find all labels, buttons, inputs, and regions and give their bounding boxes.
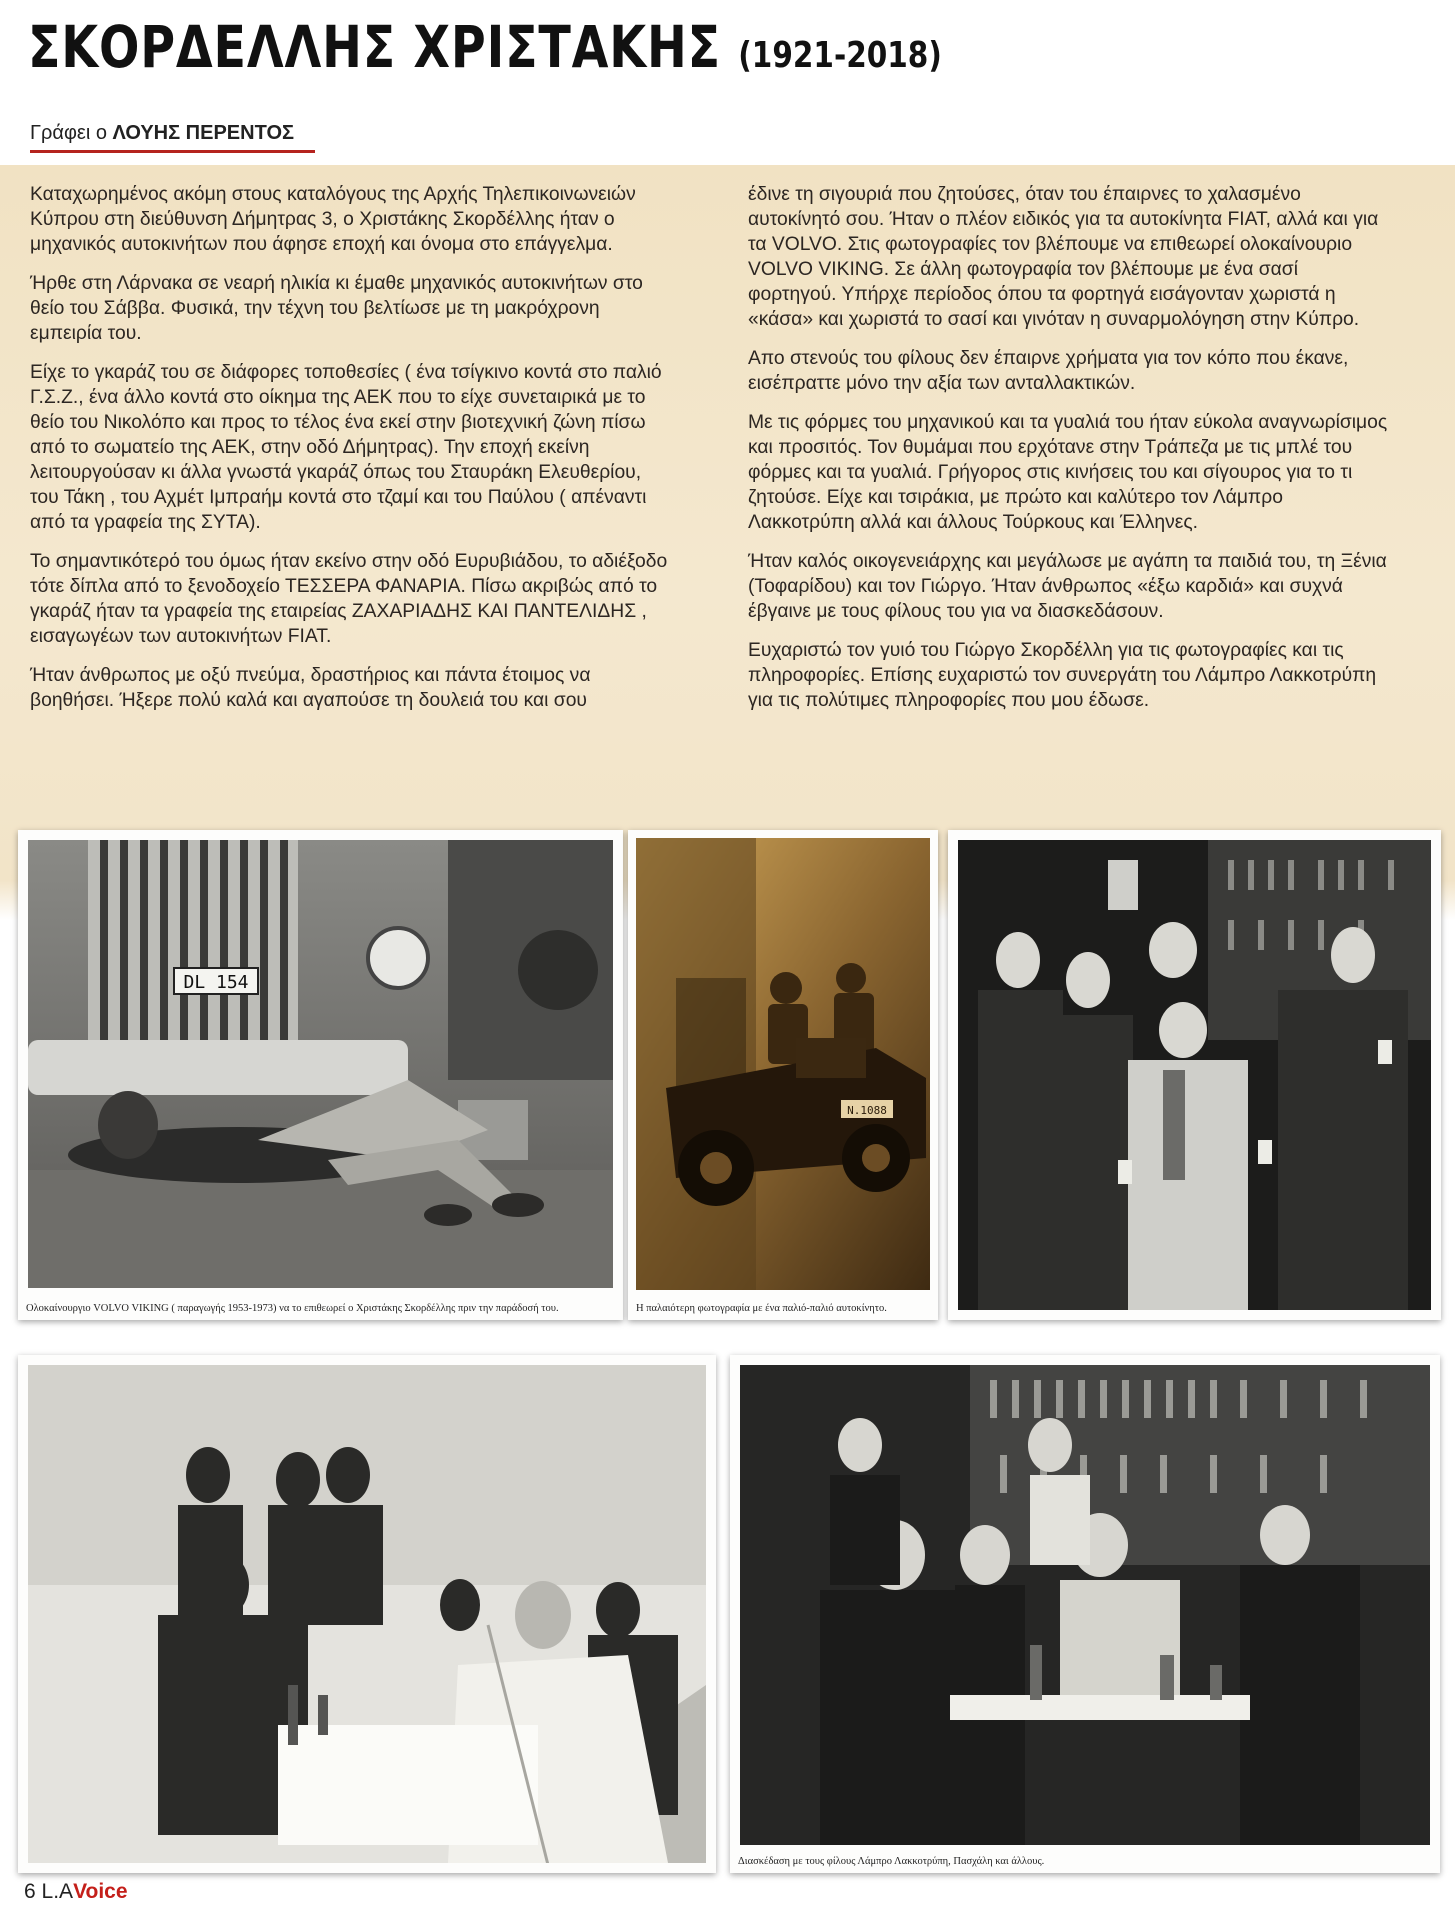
title-years: (1921-2018)	[738, 35, 942, 76]
page-footer	[24, 1880, 128, 1904]
photo-bar-group	[948, 830, 1441, 1320]
license-plate-text: DL 154	[183, 972, 249, 993]
paragraph: Ήρθε στη Λάρνακα σε νεαρή ηλικία κι έμαθε μηχανικός αυτοκινήτων στο θείο του Σάββα. Φυσικά, την τέχνη του βελτίωσε με τη μακρόχρονη εμπειρία του.	[30, 273, 643, 344]
article-title	[28, 13, 942, 81]
photo-old-car-image	[636, 838, 930, 1290]
author-name: ΛΟΥΗΣ ΠΕΡΕΝΤΟΣ	[112, 122, 294, 144]
page-number: 6	[24, 1880, 36, 1903]
photo-party	[730, 1355, 1440, 1873]
photo-party-image	[740, 1365, 1430, 1845]
byline-prefix: Γράφει ο	[30, 122, 107, 144]
paragraph: έδινε τη σιγουριά που ζητούσες, όταν του έπαιρνες το χαλασμένο αυτοκίνητό σου. Ήταν ο πλέον ειδικός για τα αυτοκίνητα FIAT, αλλά και για τα VOLVO. Στις φωτογραφίες τον βλέπουμε να επιθεωρεί ολοκαίνουριο VOLVO VIKING. Σε άλλη φωτογραφία τον βλέπουμε με ένα σασί φορτηγού. Υπήρχε περίοδος όπου τα φορτηγά εισάγονταν χωριστά η «κάσα» και χωριστά το σασί και γινόταν η συναρμολόγηση στην Κύπρο.	[748, 184, 1379, 330]
right-text-column	[748, 182, 1388, 727]
left-text-column	[30, 182, 670, 727]
magazine-brand: Voice	[73, 1880, 128, 1903]
photo-table-group-image	[28, 1365, 706, 1863]
paragraph: Καταχωρημένος ακόμη στους καταλόγους της Αρχής Τηλεπικοινωνειών Κύπρου στη διεύθυνση Δήμητρας 3, ο Χριστάκης Σκορδέλλης ήταν ο μηχανικός αυτοκινήτων που άφησε εποχή και όνομα στο επάγγελμα.	[30, 184, 636, 255]
photo-volvo-inspection	[18, 830, 623, 1320]
photo-bar-group-image	[958, 840, 1431, 1310]
paragraph: Με τις φόρμες του μηχανικού και τα γυαλιά του ήταν εύκολα αναγνωρίσιμος και προσιτός. Τον θυμάμαι που ερχότανε στην Τράπεζα με τις μπλέ του φόρμες και τα γυαλιά. Γρήγορος στις κινήσεις του και σίγουρος για το τι ζητούσε. Είχε και τσιράκια, με πρώτο και καλύτερο τον Λάμπρο Λακκοτρύπη αλλά και άλλους Τούρκους και Έλληνες.	[748, 412, 1388, 533]
photo-volvo-image	[28, 840, 613, 1288]
byline	[30, 122, 294, 145]
paragraph: Απο στενούς του φίλους δεν έπαιρνε χρήματα για τον κόπο που έκανε, εισέπραττε μόνο την αξία των ανταλλακτικών.	[748, 348, 1349, 394]
paragraph: Ήταν καλός οικογενειάρχης και μεγάλωσε με αγάπη τα παιδιά του, τη Ξένια (Τοφαρίδου) και τον Γιώργο. Ήταν άνθρωπος «έξω καρδιά» και συχνά έβγαινε με τους φίλους του για να διασκεδάσουν.	[748, 551, 1387, 622]
old-car-plate-text: Ν.1088	[847, 1104, 887, 1117]
magazine-prefix: L.A	[41, 1880, 74, 1903]
byline-underline	[30, 150, 315, 153]
photo-table-group	[18, 1355, 716, 1873]
photo-party-caption: Διασκέδαση με τους φίλους Λάμπρο Λακκοτρύπη, Πασχάλη και άλλους.	[738, 1856, 1045, 1867]
photo-volvo-caption: Ολοκαίνουργιο VOLVO VIKING ( παραγωγής 1953-1973) να το επιθεωρεί ο Χριστάκης Σκορδέλλης πριν την παράδοσή του.	[26, 1303, 559, 1314]
title-name: ΣΚΟΡΔΕΛΛΗΣ ΧΡΙΣΤΑΚΗΣ	[28, 13, 721, 81]
photo-old-car-caption: Η παλαιότερη φωτογραφία με ένα παλιό-παλιό αυτοκίνητο.	[636, 1303, 887, 1314]
paragraph: Ήταν άνθρωπος με οξύ πνεύμα, δραστήριος και πάντα έτοιμος να βοηθήσει. Ήξερε πολύ καλά και αγαπούσε τη δουλειά του και σου	[30, 665, 591, 711]
paragraph: Ευχαριστώ τον γυιό του Γιώργο Σκορδέλλη για τις φωτογραφίες και τις πληροφορίες. Επίσης ευχαριστώ τον συνεργάτη του Λάμπρο Λακκοτρύπη για τις πολύτιμες πληροφορίες που μου έδωσε.	[748, 640, 1377, 711]
paragraph: Είχε το γκαράζ του σε διάφορες τοποθεσίες ( ένα τσίγκινο κοντά στο παλιό Γ.Σ.Ζ., ένα άλλο κοντά στο οίκημα της ΑΕΚ που το είχε συνεταιρικά με το θείο του Νικολόπο και προς το τέλος ένα εκεί στην βιοτεχνική ζώνη πίσω από το σωματείο της ΑΕΚ, στην οδό Δήμητρας). Την εποχή εκείνη λειτουργούσαν κι άλλα γνωστά γκαράζ όπως του Σταυράκη Ελευθερίου, του Τάκη , του Αχμέτ Ιμπραήμ κοντά στο τζαμί και του Παύλου ( απέναντι από τα γραφεία της ΣΥΤΑ).	[30, 362, 662, 533]
paragraph: Το σημαντικότερό του όμως ήταν εκείνο στην οδό Ευρυβιάδου, το αδιέξοδο τότε δίπλα από το ξενοδοχείο ΤΕΣΣΕΡΑ ΦΑΝΑΡΙΑ. Πίσω ακριβώς από το γκαράζ ήταν τα γραφεία της εταιρείας ΖΑΧΑΡΙΑΔΗΣ ΚΑΙ ΠΑΝΤΕΛΙΔΗΣ , εισαγωγέων των αυτοκινήτων FIAT.	[30, 551, 668, 647]
photo-old-car	[628, 830, 938, 1320]
